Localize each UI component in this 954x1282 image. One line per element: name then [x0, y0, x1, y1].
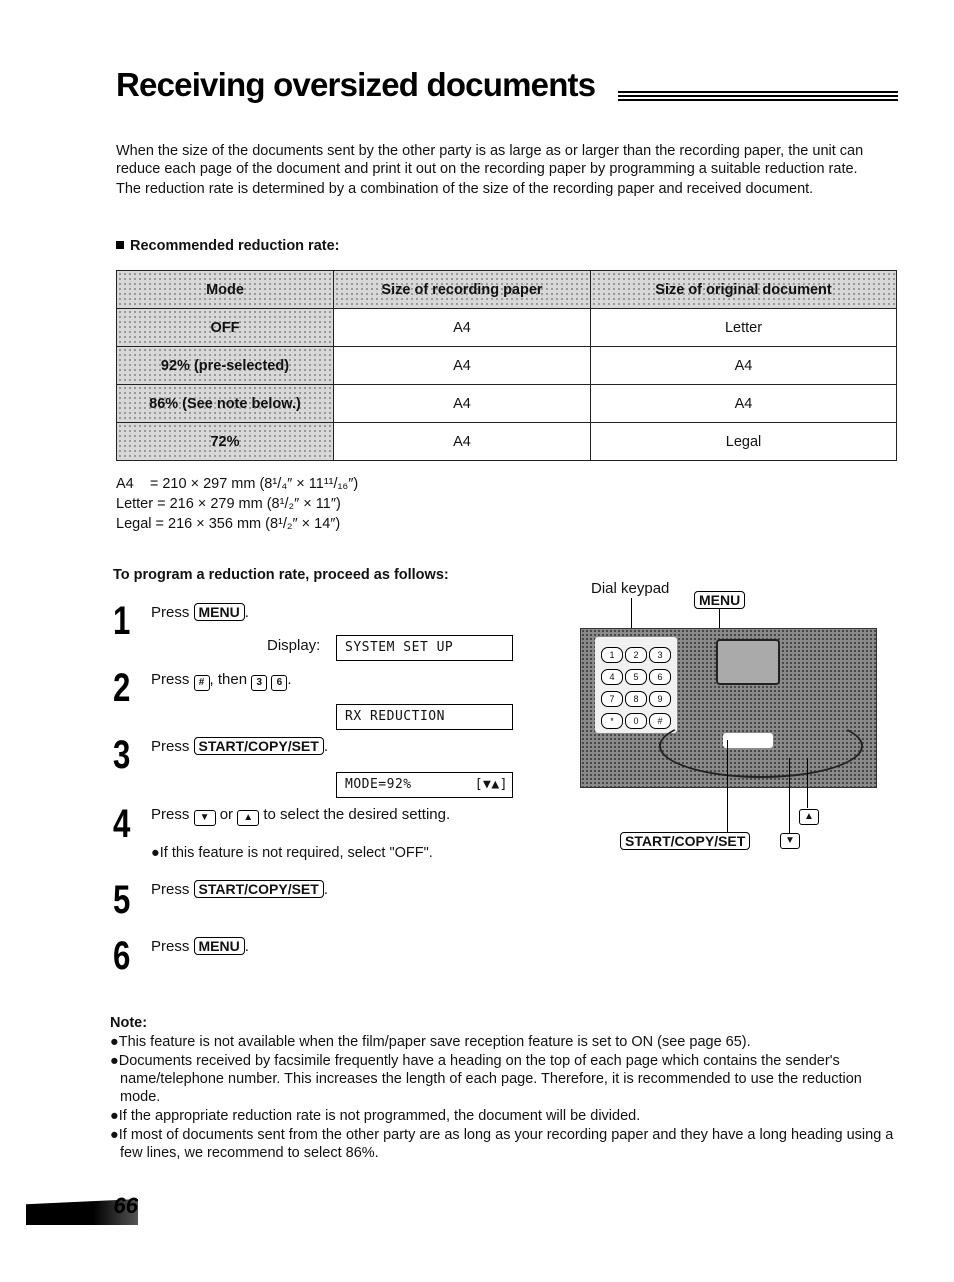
display-arrows: [▼▲]: [474, 777, 508, 792]
keypad-key: 2: [625, 647, 647, 663]
mode-cell: OFF: [117, 309, 334, 347]
page-number-tab: [0, 1193, 138, 1227]
keypad-key: 8: [625, 691, 647, 707]
callout-line: [789, 758, 790, 834]
step-press-label: Press: [151, 881, 190, 898]
step-5-text: Press START/COPY/SET .: [151, 881, 328, 898]
device-down-key: ▼: [780, 833, 800, 849]
device-start-copy-set-key: START/COPY/SET: [620, 832, 750, 850]
note-title: Note:: [110, 1015, 148, 1031]
original-cell: A4: [591, 347, 897, 385]
then-label: , then: [209, 671, 248, 688]
paper-size-list: [116, 474, 358, 534]
lcd-display: [336, 772, 513, 798]
size-a4: A4 = 210 × 297 mm (8¹/₄″ × 11¹¹/₁₆″): [116, 476, 359, 492]
header-recording-paper: Size of recording paper: [334, 271, 591, 309]
intro-paragraph-2: The reduction rate is determined by a combination of the size of the recording paper and received document.: [116, 181, 814, 197]
table-row: [117, 385, 897, 423]
keypad-key: 1: [601, 647, 623, 663]
step-number: 1: [113, 599, 131, 643]
device-screen: [716, 639, 780, 685]
mode-cell: 72%: [117, 423, 334, 461]
step-2-text: Press # , then 3 6 .: [151, 671, 292, 691]
note-item: ●Documents received by facsimile frequently have a heading on the top of each page which contains the sender's name/telephone number. This increases the length of each page. Therefore, it is recommended to use the reduction mode.: [110, 1053, 862, 1105]
keypad-key: 7: [601, 691, 623, 707]
recommended-heading: [116, 238, 340, 254]
recommended-heading-text: Recommended reduction rate:: [130, 238, 340, 254]
step-4-rest: to select the desired setting.: [263, 806, 451, 823]
step-press-label: Press: [151, 738, 190, 755]
step-1-text: Press MENU .: [151, 604, 249, 621]
fax-machine-illustration: [580, 628, 877, 788]
paper-cell: A4: [334, 423, 591, 461]
device-menu-key: MENU: [694, 591, 745, 609]
step-number: 6: [113, 934, 131, 978]
step-number: 4: [113, 802, 131, 846]
step-press-label: Press: [151, 806, 190, 823]
dial-keypad: [595, 637, 677, 733]
keypad-key: 4: [601, 669, 623, 685]
menu-key: MENU: [194, 937, 245, 955]
square-bullet-icon: [116, 241, 124, 249]
hash-key: #: [194, 675, 210, 691]
table-row: [117, 309, 897, 347]
keypad-key: 9: [649, 691, 671, 707]
table-header-row: [117, 271, 897, 309]
note-list: [110, 1033, 900, 1163]
callout-line: [807, 758, 808, 808]
keypad-key: *: [601, 713, 623, 729]
paper-cell: A4: [334, 385, 591, 423]
display-mode-text: MODE=92%: [345, 777, 412, 792]
intro-text: [116, 142, 891, 200]
step-press-label: Press: [151, 671, 190, 688]
step-4-bullet: ●If this feature is not required, select "OFF".: [151, 845, 433, 861]
lcd-display: SYSTEM SET UP: [336, 635, 513, 661]
step-3-text: Press START/COPY/SET .: [151, 738, 328, 755]
mode-cell: 86% (See note below.): [117, 385, 334, 423]
keypad-key: 6: [649, 669, 671, 685]
key-6: 6: [271, 675, 287, 691]
table-row: [117, 347, 897, 385]
up-arrow-key: ▲: [237, 810, 259, 826]
table-row: [117, 423, 897, 461]
dial-keypad-label: Dial keypad: [591, 580, 670, 597]
step-4-text: [151, 806, 450, 826]
keypad-key: 5: [625, 669, 647, 685]
keypad-key: #: [649, 713, 671, 729]
down-arrow-key: ▼: [194, 810, 216, 826]
title-rule: [618, 91, 898, 104]
size-letter: Letter = 216 × 279 mm (8¹/₂″ × 11″): [116, 496, 341, 512]
header-original-document: Size of original document: [591, 271, 897, 309]
page-title: Receiving oversized documents: [116, 66, 596, 103]
or-label: or: [219, 806, 234, 823]
header-mode: Mode: [117, 271, 334, 309]
start-copy-set-key: START/COPY/SET: [194, 880, 324, 898]
lcd-display: RX REDUCTION: [336, 704, 513, 730]
start-copy-set-key: START/COPY/SET: [194, 737, 324, 755]
original-cell: Legal: [591, 423, 897, 461]
original-cell: Letter: [591, 309, 897, 347]
note-item: ●If the appropriate reduction rate is not programmed, the document will be divided.: [110, 1108, 641, 1124]
device-up-key: ▲: [799, 809, 819, 825]
size-legal: Legal = 216 × 356 mm (8¹/₂″ × 14″): [116, 516, 341, 532]
mode-cell: 92% (pre-selected): [117, 347, 334, 385]
note-item: ●If most of documents sent from the other party are as long as your recording paper and they have a long heading using a few lines, we recommend to select 86%.: [110, 1127, 894, 1161]
original-cell: A4: [591, 385, 897, 423]
intro-paragraph-1: When the size of the documents sent by the other party is as large as or larger than the recording paper, the unit can reduce each page of the document and print it out on the recording paper by programming a suitable reduction rate.: [116, 143, 864, 177]
program-heading: To program a reduction rate, proceed as follows:: [113, 567, 449, 583]
step-press-label: Press: [151, 604, 190, 621]
paper-cell: A4: [334, 309, 591, 347]
key-3: 3: [251, 675, 267, 691]
keypad-key: 0: [625, 713, 647, 729]
step-number: 3: [113, 733, 131, 777]
note-item: ●This feature is not available when the film/paper save reception feature is set to ON (see page 65).: [110, 1034, 751, 1050]
step-number: 2: [113, 666, 131, 710]
page-number: 66: [113, 1193, 138, 1218]
step-press-label: Press: [151, 938, 190, 955]
display-label: Display:: [267, 637, 321, 654]
keypad-key: 3: [649, 647, 671, 663]
reduction-rate-table: [116, 270, 897, 461]
callout-line: [727, 740, 728, 832]
start-button-illustration: [723, 733, 773, 748]
paper-cell: A4: [334, 347, 591, 385]
step-6-text: Press MENU .: [151, 938, 249, 955]
step-number: 5: [113, 878, 131, 922]
menu-key: MENU: [194, 603, 245, 621]
